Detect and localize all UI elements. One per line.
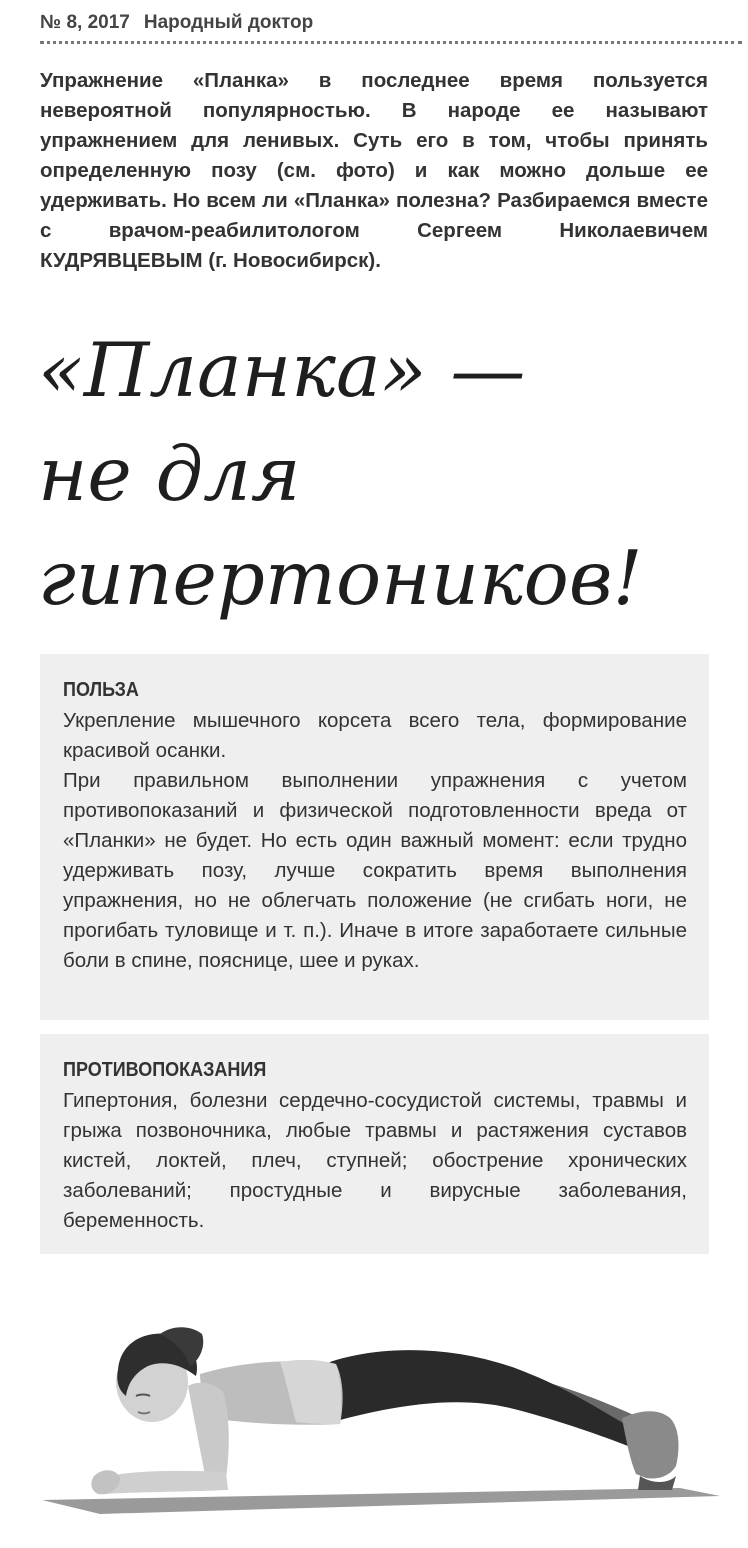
issue-number: № 8, 2017	[40, 12, 130, 33]
page-header	[40, 6, 742, 40]
plank-woman-illustration-icon	[40, 1300, 720, 1530]
benefit-title: ПОЛЬЗА	[63, 679, 139, 701]
lead-paragraph: Упражнение «Планка» в последнее время пользуется невероятной популярностью. В народе ее называют упражнением для ленивых. Суть его в том, чтобы принять определенную позу (см. фото) и как можно дольше ее удерживать. Но всем ли «Планка» полезна? Разбираемся вместе с врачом-реабилитологом Сергеем Николаевичем КУДРЯВЦЕВЫМ (г. Новосибирск).	[40, 69, 708, 272]
benefit-paragraph-1: Укрепление мышечного корсета всего тела, формирование красивой осанки.	[63, 709, 687, 762]
article-headline	[38, 318, 718, 630]
contraindications-title: ПРОТИВОПОКАЗАНИЯ	[63, 1059, 267, 1081]
publication-name: Народный доктор	[143, 12, 314, 33]
headline-line-1: «Планка» —	[38, 326, 526, 414]
benefit-box	[40, 654, 709, 1020]
headline-line-2: не для	[38, 430, 301, 518]
headline-line-3: гипертоников!	[38, 534, 643, 622]
benefit-paragraph-2: При правильном выполнении упражнения с учетом противопоказаний и физической подготовленности вреда от «Планки» не будет. Но есть один важный момент: если трудно удерживать позу, лучше сократить время выполнения упражнения, но не облегчать положение (не сгибать ноги, не прогибать туловище и т. п.). Иначе в итоге заработаете сильные боли в спине, пояснице, шее и руках.	[63, 769, 687, 972]
header-dotted-rule	[40, 41, 742, 44]
contraindications-box	[40, 1034, 709, 1254]
contraindications-text: Гипертония, болезни сердечно-сосудистой системы, травмы и грыжа позвоночника, любые травмы и растяжения суставов кистей, локтей, плеч, ступней; обострение хронических заболеваний; простудные и вирусные заболевания, беременность.	[63, 1089, 687, 1232]
